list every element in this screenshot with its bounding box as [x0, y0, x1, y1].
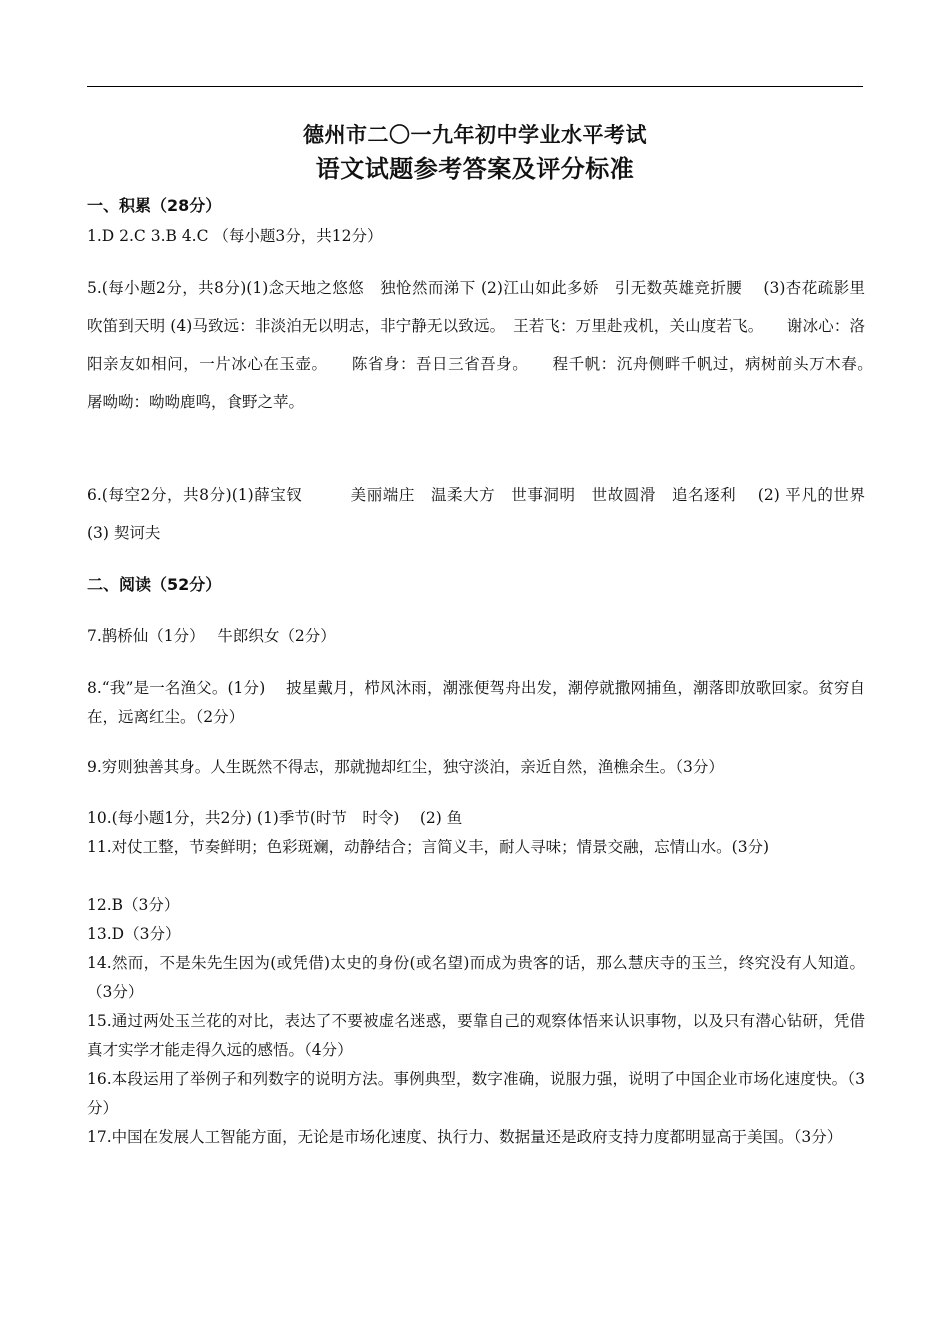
answer-q7: 7.鹊桥仙（1分） 牛郎织女（2分）: [87, 627, 336, 645]
answer-q5: 5.(每小题2分，共8分)(1)念天地之悠悠 独怆然而涕下 (2)江山如此多娇 引无数英雄竞折腰 (3)杏花疏影里 吹笛到天明 (4)马致远：非淡泊无以明志，非宁静无以致远。 王若飞：万里赴戎机，关山度若飞。 谢冰心：洛阳亲友如相问，一片冰心在玉壶。 陈省身：吾日三省吾身。 程千帆：沉舟侧畔千帆过，病树前头万木春。 屠呦呦：呦呦鹿鸣，食野之苹。: [87, 279, 897, 411]
answer-q17: 17.中国在发展人工智能方面，无论是市场化速度、执行力、数据量还是政府支持力度都明显高于美国。（3分）: [87, 1128, 843, 1146]
answer-q16: 16.本段运用了举例子和列数字的说明方法。事例典型，数字准确，说服力强，说明了中国企业市场化速度快。（3分）: [87, 1070, 865, 1117]
answer-q11: 11.对仗工整，节奏鲜明；色彩斑斓，动静结合；言简义丰，耐人寻味；情景交融，忘情山水。(3分): [87, 838, 770, 856]
section-heading-accumulation: 一、积累（28分）: [87, 196, 222, 215]
answer-q9: 9.穷则独善其身。人生既然不得志，那就抛却红尘，独守淡泊，亲近自然，渔樵余生。（3分）: [87, 758, 724, 776]
answer-q1-4: 1.D 2.C 3.B 4.C （每小题3分，共12分）: [87, 227, 383, 245]
answer-q10: 10.(每小题1分，共2分) (1)季节(时节 时令) (2) 鱼: [87, 809, 463, 827]
answer-q15: 15.通过两处玉兰花的对比，表达了不要被虚名迷惑，要靠自己的观察体悟来认识事物，以及只有潜心钻研，凭借真才实学才能走得久远的感悟。（4分）: [87, 1012, 865, 1059]
top-rule: [87, 86, 863, 87]
answer-q13: 13.D（3分）: [87, 925, 181, 943]
section-heading-reading: 二、阅读（52分）: [87, 575, 222, 594]
exam-title: 德州市二〇一九年初中学业水平考试: [303, 123, 647, 147]
answer-q12: 12.B（3分）: [87, 896, 180, 914]
answer-q14: 14.然而，不是朱先生因为(或凭借)太史的身份(或名望)而成为贵客的话，那么慧庆寺的玉兰，终究没有人知道。 （3分）: [87, 954, 865, 1001]
answer-q6: 6.(每空2分，共8分)(1)薛宝钗 美丽端庄 温柔大方 世事洞明 世故圆滑 追名逐利 (2) 平凡的世界 (3) 契诃夫: [87, 486, 912, 542]
answer-q8: 8.“我”是一名渔父。(1分) 披星戴月，栉风沐雨，潮涨便驾舟出发，潮停就撒网捕鱼，潮落即放歌回家。贫穷自在，远离红尘。（2分）: [87, 679, 865, 726]
answer-key-title: 语文试题参考答案及评分标准: [315, 155, 635, 183]
